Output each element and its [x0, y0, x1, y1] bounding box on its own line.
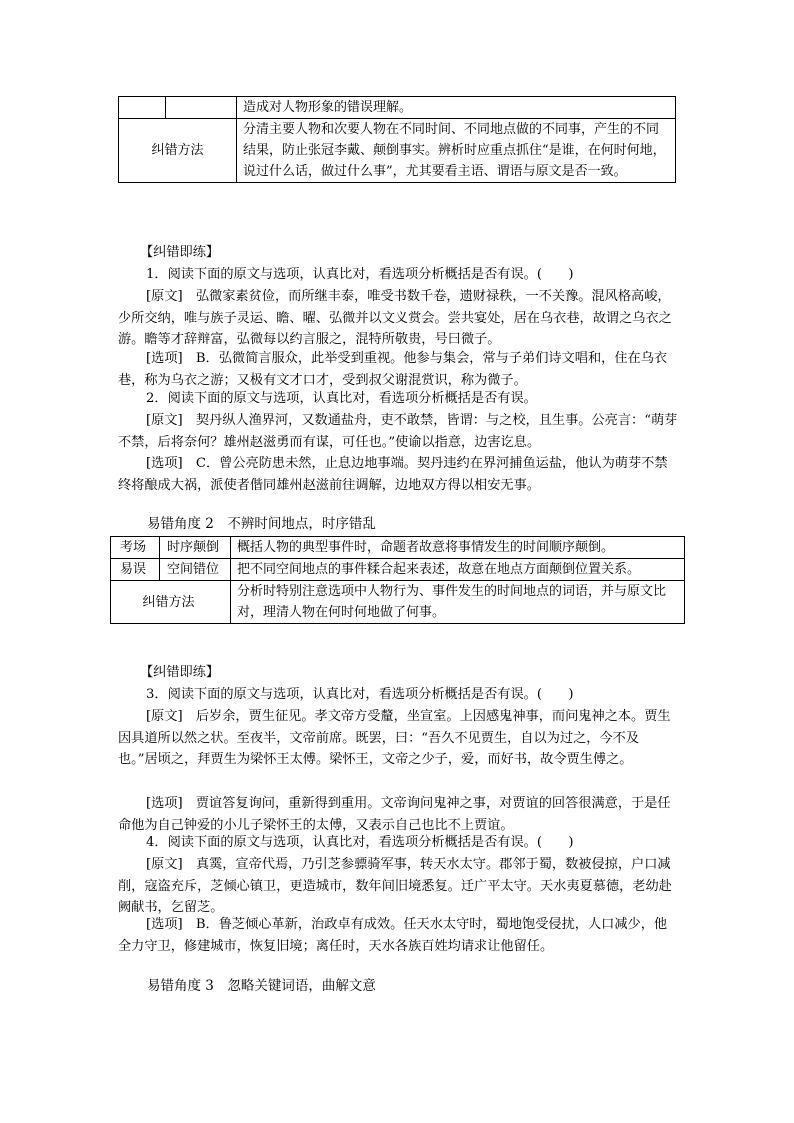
table1-row1-text: 造成对人物形象的错误理解。 [237, 97, 676, 119]
error-method-table-1 [118, 96, 676, 183]
q1-original: [原文] 弘微家素贫俭，而所继丰泰，唯受书数千卷，遗财禄秩，一不关豫。混风格高峻，少所交纳，唯与族子灵运、瞻、曜、弘微并以文义赏会。尝共宴处，居在乌衣巷，故谓之乌衣之游。瞻等才辞辩富，弘微每以约言服之，混特所敬贵，号曰微子。 [118, 289, 672, 347]
q1-option: [选项] B．弘微简言服众，此举受到重视。他参与集会，常与子弟们诗文唱和，住在乌衣巷，称为乌衣之游；又极有文才口才，受到叔父谢混赏识，称为微子。 [118, 351, 668, 388]
q4-prompt: 4．阅读下面的原文与选项，认真比对，看选项分析概括是否有误。( ) [146, 835, 574, 850]
q3-original: [原文] 后岁余，贾生征见。孝文帝方受釐，坐宣室。上因感鬼神事，而问鬼神之本。贾生因具道所以然之状。至夜半，文帝前席。既罢，曰：“吾久不见贾生，自以为过之，今不及也。”居顷之，拜贾生为梁怀王太傅。梁怀王，文帝之少子，爱，而好书，故令贾生傅之。 [118, 709, 671, 767]
section2-heading: 【纠错即练】 [140, 665, 220, 680]
error-method-table-2 [110, 536, 685, 624]
table1-correction-text: 分清主要人物和次要人物在不同时间、不同地点做的不同事，产生的不同结果，防止张冠李戴、颠倒事实。辨析时应重点抓住“是谁，在何时何地，说过什么话，做过什么事”，尤其要看主语、谓语与原文是否一致。 [237, 119, 676, 183]
table2-time-text: 概括人物的典型事件时，命题者故意将事情发生的时间顺序颠倒。 [231, 537, 685, 559]
table2-type-time: 时序颠倒 [160, 537, 231, 559]
q2-option: [选项] C．曾公亮防患未然，止息边地事端。契丹违约在界河捕鱼运盐，他认为萌芽不禁终将酿成大祸，派使者偕同雄州赵滋前往调解，边地双方得以相安无事。 [118, 456, 668, 493]
q4-option: [选项] B．鲁芝倾心革新，治政卓有成效。任天水太守时，蜀地饱受侵扰，人口减少，他全力守卫，修建城市，恢复旧境；离任时，天水各族百姓均请求让他留任。 [118, 917, 668, 954]
table1-correction-label: 纠错方法 [119, 119, 237, 183]
q3-option: [选项] 贾谊答复询问，重新得到重用。文帝询问鬼神之事，对贾谊的回答很满意，于是任命他为自己钟爱的小儿子梁怀王的太傅，又表示自己也比不上贾谊。 [118, 796, 671, 833]
table2-error-label: 易误 [111, 559, 160, 581]
table2-correction-label: 纠错方法 [111, 581, 231, 624]
table2-correction-text: 分析时特别注意选项中人物行为、事件发生的时间地点的词语，并与原文比对，理清人物在何时何地做了何事。 [231, 581, 685, 624]
q4-original: [原文] 真霙，宣帝代焉，乃引芝参骠骑军事，转天水太守。郡邻于蜀，数被侵掠，户口减削，寇盗充斥，芝倾心镇卫，更造城市，数年间旧境悉复。迁广平太守。天水夷夏慕德，老幼赴阙献书，乞留芝。 [118, 857, 672, 915]
q1-prompt: 1．阅读下面的原文与选项，认真比对，看选项分析概括是否有误。( ) [146, 267, 574, 282]
q2-prompt: 2．阅读下面的原文与选项，认真比对，看选项分析概括是否有误。 [146, 391, 537, 406]
table1-empty-cell-b [166, 97, 237, 119]
q3-prompt: 3．阅读下面的原文与选项，认真比对，看选项分析概括是否有误。( ) [146, 687, 574, 702]
angle3-title: 易错角度 3 忽略关键词语，曲解文意 [147, 978, 376, 994]
table2-exam-label: 考场 [111, 537, 160, 559]
section1-heading: 【纠错即练】 [140, 245, 220, 260]
table1-empty-cell-a [119, 97, 166, 119]
angle2-title: 易错角度 2 不辨时间地点，时序错乱 [147, 516, 376, 532]
table2-space-text: 把不同空间地点的事件糅合起来表述，故意在地点方面颠倒位置关系。 [231, 559, 685, 581]
q2-original: [原文] 契丹纵人渔界河，又数通盐舟，吏不敢禁，皆谓：与之校，且生事。公亮言：“萌芽不禁，后将奈何？雄州赵滋勇而有谋，可任也。”使谕以指意，边害讫息。 [118, 413, 678, 450]
table2-type-space: 空间错位 [160, 559, 231, 581]
